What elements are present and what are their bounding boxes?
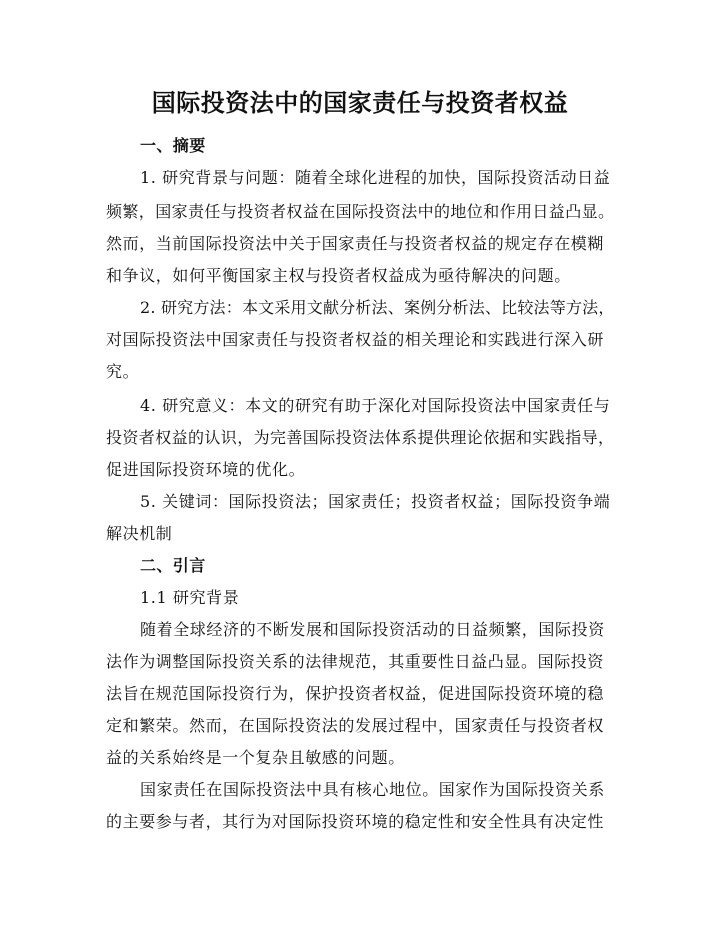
paragraph-line: 投资者权益的认识，为完善国际投资法体系提供理论依据和实践指导， <box>106 428 615 447</box>
paragraph-line: 对国际投资法中国家责任与投资者权益的相关理论和实践进行深入研 <box>106 330 605 349</box>
paragraph-line: 究。 <box>106 362 140 381</box>
paragraph-line: 2. 研究方法：本文采用文献分析法、案例分析法、比较法等方法， <box>140 298 615 317</box>
paragraph-line: 促进国际投资环境的优化。 <box>106 460 306 479</box>
section-heading-abstract: 一、摘要 <box>140 136 206 155</box>
paragraph-line: 然而，当前国际投资法中关于国家责任与投资者权益的规定存在模糊 <box>106 234 605 253</box>
paragraph-line: 法旨在规范国际投资行为，保护投资者权益，促进国际投资环境的稳 <box>106 684 605 703</box>
paragraph-line: 定和繁荣。然而，在国际投资法的发展过程中，国家责任与投资者权 <box>106 716 605 735</box>
paragraph-line: 5. 关键词：国际投资法；国家责任；投资者权益；国际投资争端 <box>140 492 611 511</box>
paragraph-line: 随着全球经济的不断发展和国际投资活动的日益频繁，国际投资 <box>140 620 605 639</box>
paragraph-line: 频繁，国家责任与投资者权益在国际投资法中的地位和作用日益凸显。 <box>106 202 615 221</box>
paragraph-line: 益的关系始终是一个复杂且敏感的问题。 <box>106 748 405 767</box>
section-heading-introduction: 二、引言 <box>140 556 206 575</box>
paragraph-line: 的主要参与者，其行为对国际投资环境的稳定性和安全性具有决定性 <box>106 812 605 831</box>
paragraph-line: 和争议，如何平衡国家主权与投资者权益成为亟待解决的问题。 <box>106 266 571 285</box>
paragraph-line: 1. 研究背景与问题：随着全球化进程的加快，国际投资活动日益 <box>140 168 611 187</box>
paragraph-line: 法作为调整国际投资关系的法律规范，其重要性日益凸显。国际投资 <box>106 652 605 671</box>
paragraph-line: 国家责任在国际投资法中具有核心地位。国家作为国际投资关系 <box>140 780 605 799</box>
paragraph-line: 4. 研究意义：本文的研究有助于深化对国际投资法中国家责任与 <box>140 396 611 415</box>
document-title: 国际投资法中的国家责任与投资者权益 <box>151 89 569 117</box>
subsection-heading: 1.1 研究背景 <box>140 588 240 607</box>
paragraph-line: 解决机制 <box>106 524 173 543</box>
